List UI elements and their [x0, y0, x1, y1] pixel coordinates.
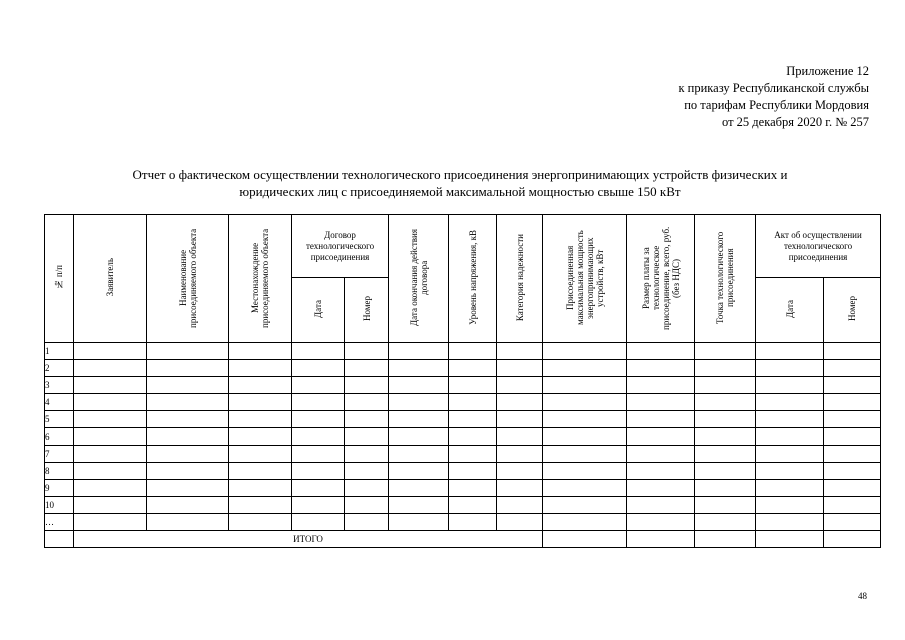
table-row: [45, 479, 881, 496]
header-connection-point: Точка технологического присоединения: [695, 215, 756, 343]
table-row: [45, 394, 881, 411]
table-row: [45, 428, 881, 445]
header-fee: Размер платы за технологическое присоединение, всего, руб. (без НДС): [627, 215, 695, 343]
table-body: [45, 343, 881, 548]
table-row: [45, 513, 881, 530]
header-object-name: Наименование присоединяемого объекта: [147, 215, 229, 343]
page-number: 48: [858, 591, 867, 601]
report-title-line-1: Отчет о фактическом осуществлении технологического присоединения энергопринимающих устройств физических и: [132, 167, 788, 182]
appendix-line-1: Приложение 12: [786, 64, 869, 78]
table-row: [45, 343, 881, 360]
table-row: [45, 377, 881, 394]
table-row: [45, 411, 881, 428]
table-row: [45, 360, 881, 377]
appendix-line-4: от 25 декабря 2020 г. № 257: [721, 115, 869, 129]
table-row: [45, 462, 881, 479]
appendix-line-3: по тарифам Республики Мордовия: [684, 98, 869, 112]
header-contract-number: Номер: [345, 278, 389, 343]
appendix-header: [678, 63, 869, 131]
appendix-line-2: к приказу Республиканской службы: [678, 81, 869, 95]
header-max-power: Присоединенная максимальная мощность энергопринимающих устройств, кВт: [543, 215, 627, 343]
header-contract: Договор технологического присоединения: [292, 215, 389, 278]
header-act: Акт об осуществлении технологического присоединения: [756, 215, 881, 278]
row-number: 5: [45, 411, 74, 428]
report-table: [44, 214, 881, 548]
total-row: [45, 531, 881, 548]
header-act-number: Номер: [824, 278, 881, 343]
row-number: 8: [45, 462, 74, 479]
row-number: …: [45, 513, 74, 530]
row-number: 3: [45, 377, 74, 394]
row-number: 4: [45, 394, 74, 411]
row-number: 1: [45, 343, 74, 360]
report-title: [60, 166, 860, 200]
row-number: 7: [45, 445, 74, 462]
report-title-line-2: юридических лиц с присоединяемой максимальной мощностью свыше 150 кВт: [239, 184, 681, 199]
header-reliability-category: Категория надежности: [497, 215, 543, 343]
header-voltage-level: Уровень напряжения, кВ: [449, 215, 497, 343]
header-num: № п/п: [45, 215, 74, 343]
header-contract-date: Дата: [292, 278, 345, 343]
header-contract-end-date: Дата окончания действия договора: [389, 215, 449, 343]
table-row: [45, 496, 881, 513]
table-header: [45, 215, 881, 343]
row-number: 10: [45, 496, 74, 513]
header-object-location: Местонахождение присоединяемого объекта: [229, 215, 292, 343]
row-number: 6: [45, 428, 74, 445]
row-number: 2: [45, 360, 74, 377]
total-label: ИТОГО: [74, 531, 543, 548]
header-applicant: Заявитель: [74, 215, 147, 343]
header-act-date: Дата: [756, 278, 824, 343]
row-number: 9: [45, 479, 74, 496]
table-row: [45, 445, 881, 462]
